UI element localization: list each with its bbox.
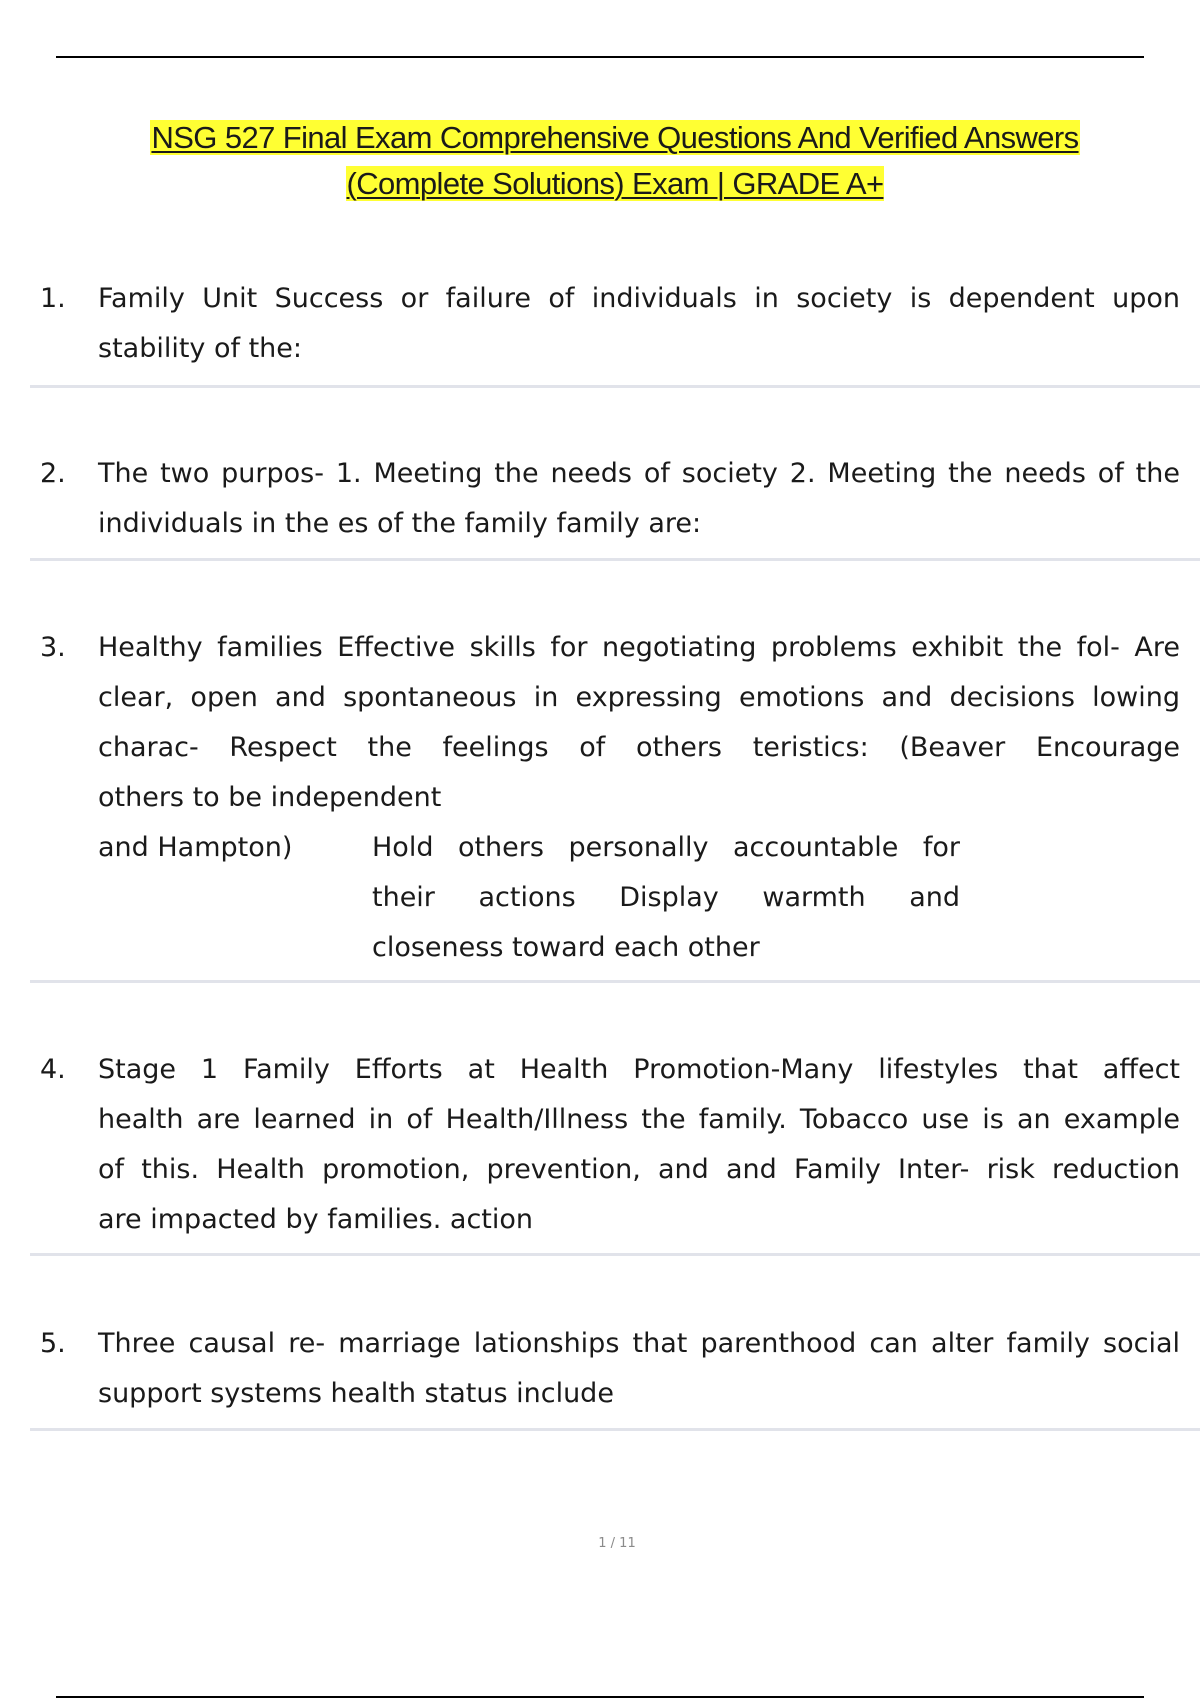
question-number: 1. xyxy=(40,283,66,314)
text-line: their actions Display warmth and xyxy=(372,882,960,913)
question-text xyxy=(98,449,1180,549)
text-line: others to be independent xyxy=(98,782,442,813)
separator xyxy=(30,1253,1200,1256)
question-number: 4. xyxy=(40,1054,66,1085)
text-line: The two purpos- 1. Meeting the needs of society 2. Meeting the needs of the xyxy=(98,458,1180,489)
title-line-2: (Complete Solutions) Exam | GRADE A+ xyxy=(346,166,884,201)
page-indicator: 1 / 11 xyxy=(598,1536,636,1551)
text-line: Three causal re- marriage lationships that parenthood can alter family social xyxy=(98,1328,1180,1359)
text-line: clear, open and spontaneous in expressing emotions and decisions lowing xyxy=(98,682,1180,713)
text-line: support systems health status include xyxy=(98,1378,614,1409)
separator xyxy=(30,558,1200,561)
question-subtext-right xyxy=(372,823,960,973)
document-title xyxy=(0,115,1200,207)
question-text xyxy=(98,1319,1180,1419)
text-line: of this. Health promotion, prevention, and and Family Inter- risk reduction xyxy=(98,1154,1180,1185)
separator xyxy=(30,1428,1200,1431)
question-number: 3. xyxy=(40,632,66,663)
title-line-1: NSG 527 Final Exam Comprehensive Questions And Verified Answers xyxy=(151,120,1079,155)
question-text xyxy=(98,274,1180,374)
text-line: closeness toward each other xyxy=(372,932,760,963)
text-line: Hold others personally accountable for xyxy=(372,832,960,863)
text-line: Stage 1 Family Efforts at Health Promotion-Many lifestyles that affect xyxy=(98,1054,1180,1085)
question-text xyxy=(98,623,1180,823)
text-line: Family Unit Success or failure of individuals in society is dependent upon xyxy=(98,283,1180,314)
question-number: 5. xyxy=(40,1328,66,1359)
bottom-rule xyxy=(56,1696,1144,1698)
top-rule xyxy=(56,56,1144,58)
text-line: stability of the: xyxy=(98,333,303,364)
question-subtext-left: and Hampton) xyxy=(98,832,293,863)
text-line: are impacted by families. action xyxy=(98,1204,534,1235)
text-line: Healthy families Effective skills for negotiating problems exhibit the fol- Are xyxy=(98,632,1180,663)
separator xyxy=(30,980,1200,983)
separator xyxy=(30,385,1200,388)
text-line: health are learned in of Health/Illness the family. Tobacco use is an example xyxy=(98,1104,1180,1135)
question-number: 2. xyxy=(40,458,66,489)
text-line: individuals in the es of the family family are: xyxy=(98,508,702,539)
question-text xyxy=(98,1045,1180,1245)
text-line: charac- Respect the feelings of others teristics: (Beaver Encourage xyxy=(98,732,1180,763)
